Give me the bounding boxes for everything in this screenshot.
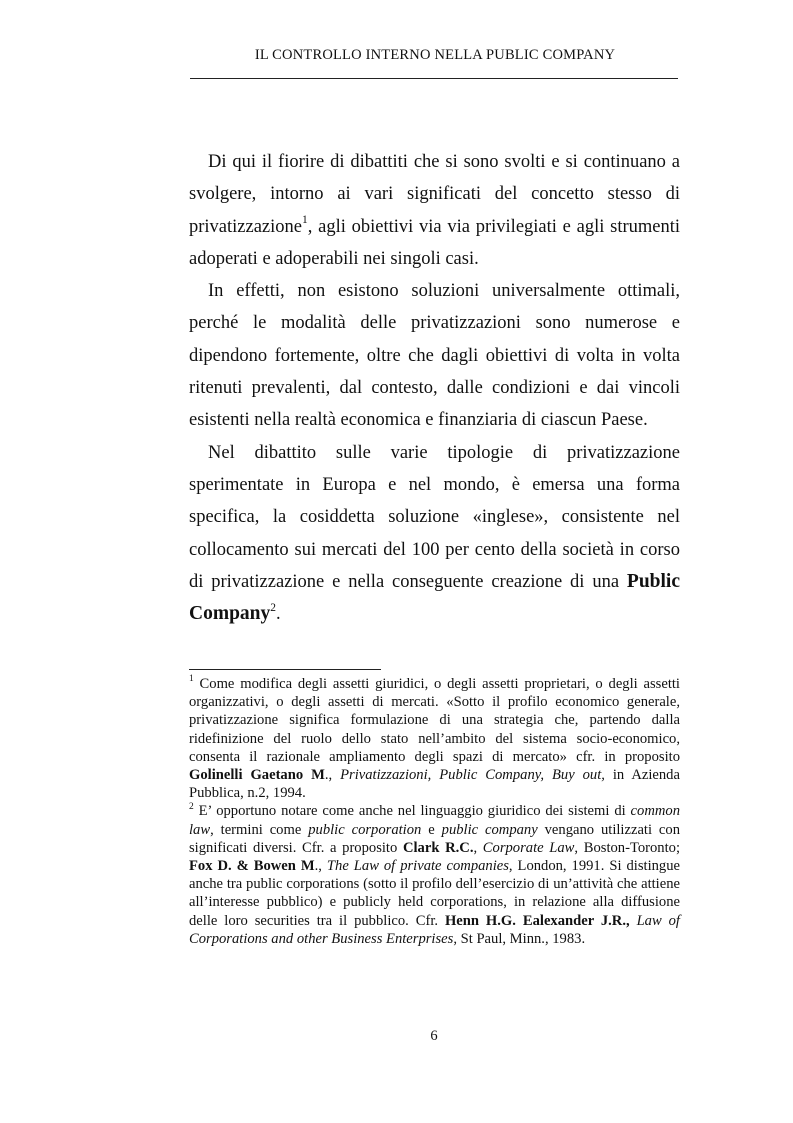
page-number: 6 (430, 1028, 438, 1044)
paragraph-3-text-a: Nel dibattito sulle varie tipologie di privatizzazione sperimentate in Europa e nel mondo, è emersa una forma specifica, la cosiddetta soluzione «inglese», consistente nel collocamento sui mercati del 100 per cento della società in corso di privatizzazione e nella conseguente creazione di una (189, 442, 680, 592)
footnote-2: $^2$ E’ opportuno notare come anche nel linguaggio giuridico dei sistemi di common law, termini come public corporation e public company vengano utilizzati con significati diversi. Cfr. a proposito Clark R.C., Corporate Law, Boston-Toronto; Fox D. & Bowen M., The Law of private companies, London, 1991. Si distingue anche tra public corporations (sotto il profilo dell’esercizio di un’attività che attiene all’interesse pubblico) e publicly held corporations, in relazione alla diffusione delle loro securities tra il pubblico. Cfr. Henn H.G. Ealexander J.R., Law of Corporations and other Business Enterprises, St Paul, Minn., 1983. (189, 801, 681, 947)
paragraph-3 (189, 437, 680, 631)
footnote-2-author-henn: Henn H.G. Ealexander J.R., (444, 912, 630, 929)
header-rule (190, 78, 678, 79)
footnote-rule (189, 669, 381, 670)
paragraph-1-text-a: Di qui il fiorire di dibattiti che si sono svolti e si continuano a svolgere, intorno ai vari significati del concetto stesso di privatizzazione (189, 152, 680, 237)
paragraph-3-text-b: . (276, 604, 281, 625)
footnote-1: $^1$ Come modifica degli assetti giuridici, o degli assetti proprietari, o degli assetti organizzativi, o degli assetti di mercati. «Sotto il profilo economico generale, privatizzazione significa formulazione di una strategia che, partendo dalla ridefinizione del ruolo dello stato nell’ambito del sistema socio-economico, consenta il razionale ampliamento degli spazi di mercato» cfr. in proposito Golinelli Gaetano M., Privatizzazioni, Public Company, Buy out, in Azienda Pubblica, n.2, 1994. (189, 674, 680, 802)
footnote-ref-2: 2 (270, 601, 277, 614)
footnote-2-author-fox: Fox D. & Bowen M (189, 858, 315, 875)
running-header: IL CONTROLLO INTERNO NELLA PUBLIC COMPANY (254, 47, 616, 63)
footnote-2-number: 2 (189, 801, 194, 812)
footnote-ref-1: 1 (302, 214, 308, 227)
paragraph-1-text-b: , agli obiettivi via via privilegiati e agli strumenti adoperati e adoperabili nei singoli casi. (189, 216, 680, 269)
paragraph-1 (189, 146, 680, 275)
body-text (189, 146, 680, 630)
footnote-1-author: Golinelli Gaetano M (189, 767, 325, 784)
public-company-term: Public Company (189, 570, 680, 625)
footnotes (189, 675, 680, 948)
footnote-2-author-clark: Clark R.C. (402, 839, 474, 856)
paragraph-2: In effetti, non esistono soluzioni universalmente ottimali, perché le modalità delle privatizzazioni sono numerose e dipendono fortemente, oltre che dagli obiettivi di volta in volta ritenuti prevalenti, dal contesto, dalle condizioni e dai vincoli esistenti nella realtà economica e finanziaria di ciascun Paese. (189, 281, 680, 431)
footnote-1-number: 1 (189, 674, 194, 685)
footnote-1-title: Privatizzazioni, Public Company, Buy out, (340, 767, 605, 784)
